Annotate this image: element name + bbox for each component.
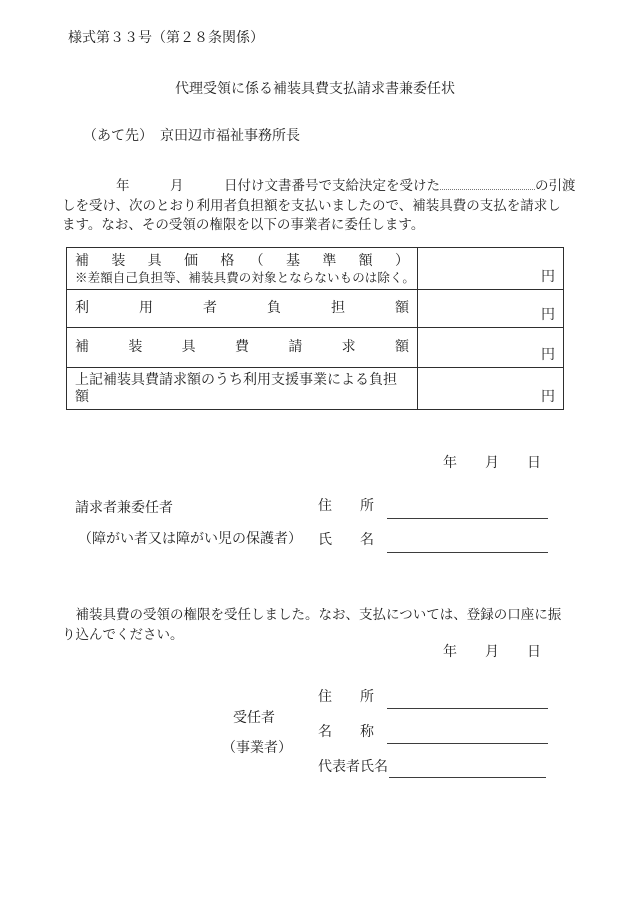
requester-role-sub-label: （障がい者又は障がい児の保護者） [78,532,302,547]
request-paragraph [62,176,577,235]
recipient-representative-label: 代表者氏名 [318,760,388,775]
row-label-text: 上記補装具費請求額のうち利用支援事業による負担額 [75,372,397,405]
currency-unit-label: 円 [541,348,555,363]
requester-address-label: 住 所 [318,499,374,514]
acceptance-paragraph [62,605,577,644]
recipient-role-sub-label: （事業者） [222,741,292,756]
paragraph-text-after-blank: の引渡 [535,178,576,193]
row-label-text: 利 用 者 負 担 額 [75,300,409,316]
form-number: 様式第３３号（第２８条関係） [68,31,264,46]
amount-field-claim[interactable] [418,327,563,367]
requester-address-field[interactable] [387,504,548,519]
currency-unit-label: 円 [541,390,555,405]
currency-unit-label: 円 [541,308,555,323]
paragraph-line-2: り込んでください。 [62,626,184,642]
amount-field-price[interactable] [418,248,563,289]
paragraph-text-before-blank: 年 月 日付け文書番号で支給決定を受けた [62,178,440,193]
recipient-representative-field[interactable] [389,763,546,778]
row-label-text: 補 装 具 価 格 （ 基 準 額 ） [75,254,409,269]
requester-name-label: 氏 名 [318,533,374,548]
paragraph-line-3: ます。なお、その受領の権限を以下の事業者に委任します。 [62,217,425,232]
currency-unit-label: 円 [541,270,555,285]
row-label-note: ※差額自己負担等、補装具費の対象とならないものは除く。 [75,271,415,285]
table-row-label-user-burden [67,289,418,327]
recipient-address-label: 住 所 [318,690,374,705]
amount-table [66,247,564,410]
requester-name-field[interactable] [387,538,548,553]
requester-date-line: 年 月 日 [443,456,541,471]
amount-field-user-burden[interactable] [418,289,563,327]
addressee-line: （あて先） 京田辺市福祉事務所長 [83,129,300,144]
acceptance-date-line: 年 月 日 [443,645,541,660]
recipient-business-name-label: 名 称 [318,725,374,740]
table-row-label-price [67,248,418,289]
recipient-address-field[interactable] [387,694,548,709]
amount-field-support-business[interactable] [418,367,563,409]
requester-role-label: 請求者兼委任者 [75,501,173,516]
table-row-label-claim [67,327,418,367]
document-title: 代理受領に係る補装具費支払請求書兼委任状 [175,82,455,97]
paragraph-line-1: 補装具費の受領の権限を受任しました。なお、支払については、登録の口座に振 [62,607,562,622]
recipient-role-label: 受任者 [233,711,275,726]
paragraph-line-2: しを受け、次のとおり利用者負担額を支払いましたので、補装具費の支払を請求し [62,197,561,213]
paragraph-line-1 [62,176,577,196]
decision-item-blank-field[interactable] [440,177,535,190]
table-row-label-support-business [67,367,418,409]
recipient-business-name-field[interactable] [387,729,548,744]
row-label-text: 補 装 具 費 請 求 額 [75,339,409,355]
